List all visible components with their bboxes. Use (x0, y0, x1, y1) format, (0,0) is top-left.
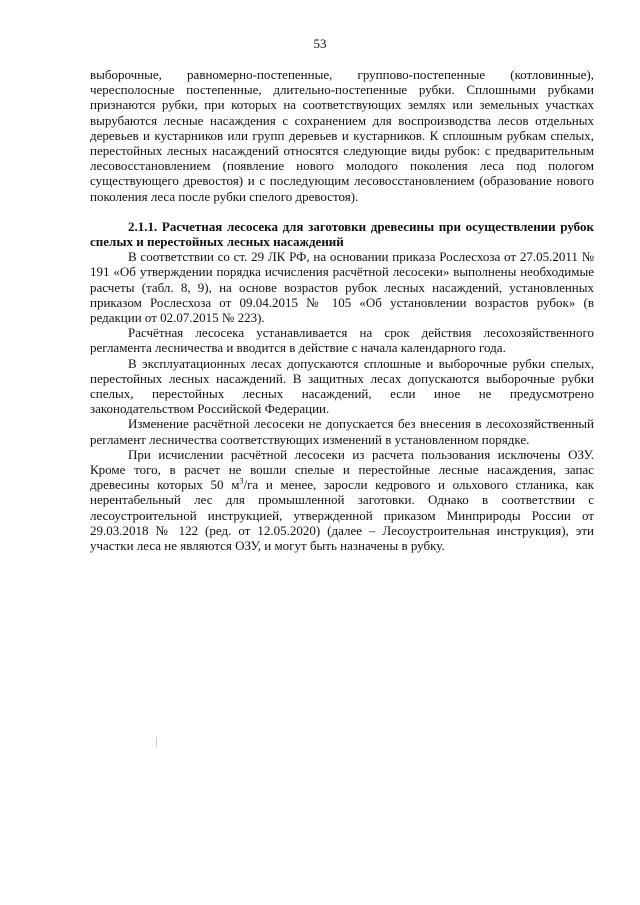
paragraph-allowed-rubki: В эксплуатационных лесах допускаются сплошные и выборочные рубки спелых, перестойных лесных насаждений. В защитных лесах допускаются выборочные рубки спелых, перестойных лесных насаждений, если иное не предусмотрено законодательством Российской Федерации. (90, 355, 594, 417)
scan-artifact-mark (156, 737, 157, 747)
superscript-cubic: 3 (239, 476, 244, 486)
exclusions-text-end: /га и менее, заросли кедрового и ольхового стланика, как нерентабельный лес для промышленной заготовки. Однако в соответствии с лесоустроительной инструкцией, утвержденной приказом Минприроды России от 29.03.2018 № 122 (ред. от 12.05.2020) (далее – Лесоустроительная инструкция), эти участки леса не являются ОЗУ, и могут быть назначены в рубку. (90, 477, 595, 554)
page-body (90, 67, 594, 553)
paragraph-rubki-types: выборочные, равномерно-постепенные, группово-постепенные (котловинные), чересполосные постепенные, длительно-постепенные рубки. Сплошными рубками признаются рубки, при которых на соответствующих землях или земельных участках вырубаются лесные насаждения с сохранением для воспроизводства лесов отдельных деревьев и кустарников или групп деревьев и кустарников. К сплошным рубкам спелых, перестойных лесных насаждений относятся следующие виды рубок: с предварительным лесовосстановлением (появление нового молодого поколения леса под пологом существующего древостоя) и с последующим лесовосстановлением (образование нового поколения леса после рубки спелого древостоя). (90, 67, 594, 204)
paragraph-exclusions (90, 447, 594, 553)
paragraph-changes: Изменение расчётной лесосеки не допускается без внесения в лесохозяйственный регламент лесничества соответствующих изменений в установленном порядке. (90, 416, 594, 447)
paragraph-term: Расчётная лесосека устанавливается на срок действия лесохозяйственного регламента лесничества и вводится в действие с начала календарного года. (90, 325, 594, 356)
section-heading: 2.1.1. Расчетная лесосека для заготовки древесины при осуществлении рубок спелых и перестойных лесных насаждений (90, 218, 594, 250)
paragraph-calculation-basis: В соответствии со ст. 29 ЛК РФ, на основании приказа Рослесхоза от 27.05.2011 № 191 «Об утверждении порядка исчисления расчётной лесосеки» выполнены необходимые расчеты (табл. 8, 9), на основе возрастов рубок лесных насаждений, установленных приказом Рослесхоза от 09.04.2015 № 105 «Об установлении возрастов рубок» (в редакции от 02.07.2015 № 223). (90, 249, 594, 326)
exclusions-text-start: При исчислении расчётной лесосеки из расчета пользования исключены ОЗУ. Кроме того, в расчет не вошли спелые и перестойные лесные насаждения, запас древесины которых 50 м (90, 446, 594, 493)
page-number: 53 (313, 36, 327, 51)
